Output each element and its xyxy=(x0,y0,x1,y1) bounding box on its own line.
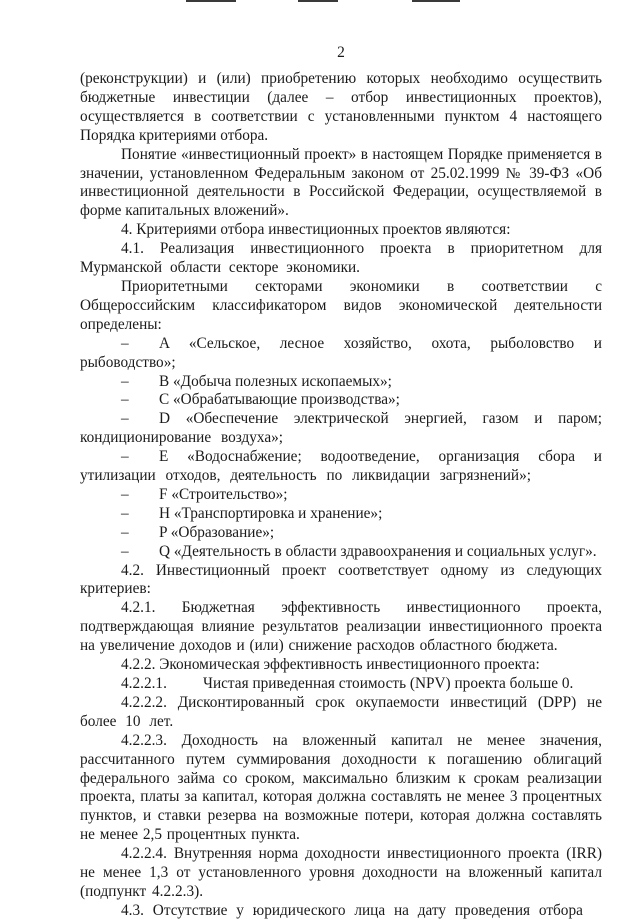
list-dash: – xyxy=(121,391,129,409)
sector-text: Q «Деятельность в области здравоохранения и социальных услуг». xyxy=(159,542,597,560)
scan-top-marks xyxy=(0,0,640,4)
paragraph-criterion-4-2: 4.2. Инвестиционный проект соответствует одному из следующих критериев: xyxy=(80,561,602,598)
sector-item xyxy=(80,391,602,410)
sector-item xyxy=(80,373,602,392)
list-dash: – xyxy=(121,372,129,390)
sector-item xyxy=(80,486,602,505)
sector-text: P «Образование»; xyxy=(159,523,275,541)
paragraph-criterion-4-2-2-2: 4.2.2.2. Дисконтированный срок окупаемости инвестиций (DPP) не более 10 лет. xyxy=(80,693,602,730)
sector-item xyxy=(80,505,602,524)
paragraph-criterion-4-2-1: 4.2.1. Бюджетная эффективность инвестиционного проекта, подтверждающая влияние результатов реализации инвестиционного проекта на увеличение доходов и (или) снижение расходов областного бюджета. xyxy=(80,599,602,655)
sector-text: H «Транспортировка и хранение»; xyxy=(159,504,383,522)
criterion-text: Чистая приведенная стоимость (NPV) проекта больше 0. xyxy=(203,675,574,692)
list-dash: – xyxy=(121,410,129,428)
sector-list xyxy=(80,335,602,562)
paragraph-priority-sectors: Приоритетными секторами экономики в соответствии с Общероссийским классификатором видов экономической деятельности определены: xyxy=(80,277,602,333)
criterion-number: 4.2.2.1. xyxy=(121,675,167,692)
paragraph-criterion-4-2-2: 4.2.2. Экономическая эффективность инвестиционного проекта: xyxy=(121,656,540,674)
list-dash: – xyxy=(121,542,129,560)
sector-item xyxy=(80,543,602,562)
sector-text: F «Строительство»; xyxy=(159,485,288,503)
sector-item xyxy=(80,524,602,543)
document-body xyxy=(80,70,602,921)
sector-text: D «Обеспечение электрической энергией, газом и паром; кондиционирование воздуха»; xyxy=(80,410,602,447)
sector-text: E «Водоснабжение; водоотведение, организация сбора и утилизации отходов, деятельность по ликвидации загрязнений»; xyxy=(80,448,602,485)
sector-item xyxy=(80,448,602,486)
paragraph-investment-project-definition: Понятие «инвестиционный проект» в настоящем Порядке применяется в значении, установленном Федеральным законом от 25.02.1999 № 39-ФЗ «Об инвестиционной деятельности в Российской Федерации, осуществляемой в форме капитальных вложений». xyxy=(80,145,602,220)
page-number: 2 xyxy=(337,44,345,61)
sector-text: B «Добыча полезных ископаемых»; xyxy=(159,372,392,390)
sector-item xyxy=(80,410,602,448)
paragraph-criterion-4-2-2-4: 4.2.2.4. Внутренняя норма доходности инвестиционного проекта (IRR) не менее 1,3 от установленного уровня доходности на вложенный капитал (подпункт 4.2.2.3). xyxy=(80,845,602,900)
sector-text: C «Обрабатывающие производства»; xyxy=(159,391,400,409)
sector-text: A «Сельское, лесное хозяйство, охота, рыболовство и рыбоводство»; xyxy=(80,334,602,371)
list-dash: – xyxy=(121,448,129,466)
paragraph-criteria-heading: 4. Критериями отбора инвестиционных проектов являются: xyxy=(121,221,511,239)
list-dash: – xyxy=(121,334,129,352)
paragraph-criterion-4-3: 4.3. Отсутствие у юридического лица на дату проведения отбора xyxy=(121,901,583,919)
criterion-4-2-2-1 xyxy=(80,675,602,694)
list-dash: – xyxy=(121,485,129,503)
paragraph-projects-selection: (реконструкции) и (или) приобретению которых необходимо осуществить бюджетные инвестиции (далее – отбор инвестиционных проектов), осуществляется в соответствии с установленными пунктом 4 настоящего Порядка критериями отбора. xyxy=(80,70,602,144)
sector-item xyxy=(80,335,602,373)
list-dash: – xyxy=(121,523,129,541)
paragraph-criterion-4-2-2-3: 4.2.2.3. Доходность на вложенный капитал не менее значения, рассчитанного путем суммирования доходности к погашению облигаций федерального займа со сроком, максимально близким к срокам реализации проекта, платы за капитал, которая должна составлять не менее 3 процентных пунктов, и ставки резерва на возможные потери, которая должна составлять не менее 2,5 процентных пункта. xyxy=(80,731,602,844)
paragraph-criterion-4-1: 4.1. Реализация инвестиционного проекта в приоритетном для Мурманской области секторе экономики. xyxy=(80,240,602,277)
list-dash: – xyxy=(121,504,129,522)
